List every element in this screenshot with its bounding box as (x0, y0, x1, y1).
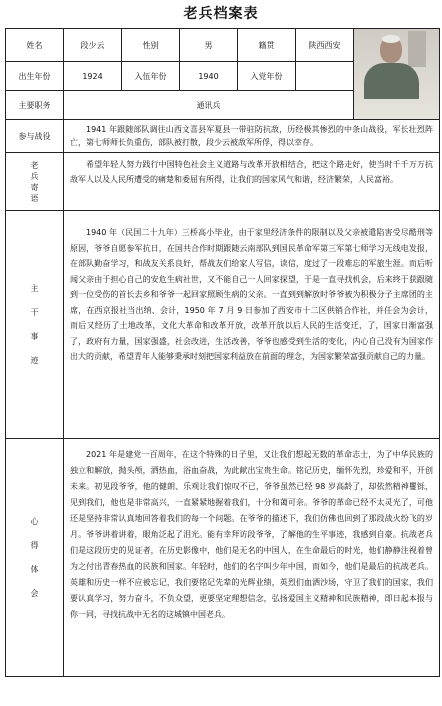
gender-value: 男 (180, 29, 238, 62)
reflection-label-char-2: 得 (30, 540, 39, 550)
battles-text: 1941 年跟随部队调往山西文喜县军夏县一带驻防抗敌，历经极其惨烈的中条山战役，军长壮烈阵亡，第七师师长负重伤，部队被打散，段少云被敌军所俘，得以幸存。 (64, 120, 440, 153)
archive-table (5, 28, 440, 677)
reflection-text: 2021 年是建党一百周年，在这个特殊的日子里，又让我们想起无数的革命志士，为了中华民族的独立和解放，抛头颅，洒热血，浴血奋战，为此献出宝贵生命。铭记历史，缅怀先烈，珍爱和平，开创未来。初见段爷爷，他的健朗、乐观让我们惊叹不已，爷爷虽然已经 98 岁高龄了，却依然精神矍铄，见到我们，他也是非常高兴，一直紧紧地握着我们，十分和蔼可亲。爷爷的革命已经不太灵光了，可他还是坚持非常认真地回答着我们的每一个问题。在爷爷的描述下，我们仿佛也回到了那段战火纷飞的岁月。爷爷讲着讲着，眼角泛起了泪光。能有幸拜访段爷爷，了解他的生平事迹，我感到自豪。抗战老兵们是这段历史的见证者，在历史影像中，他们是无名的中国人，在生命最后的时光，他们静静注视着曾为之付出青春热血的民族和国家。年轻时，他们的名字叫少年中国，而如今，他们是最后的抗战老兵。英雄和历史一样不应被忘记，我们要铭记先辈的光辉业绩，英烈们血洒沙场，守卫了我们的国家，我们要认真学习，努力奋斗，不负众望，更要坚定理想信念，弘扬爱国主义精神和民族精神，即日起本报与你一同，寻找抗战中无名的这城镇中国老兵。 (64, 439, 440, 677)
reflection-label-char-1: 心 (30, 516, 39, 526)
enlist-year-label: 入伍年份 (122, 62, 180, 91)
name-value: 段少云 (64, 29, 122, 62)
battles-label: 参与战役 (6, 120, 64, 153)
reflection-label-char-3: 体 (30, 564, 39, 574)
veteran-photo (354, 29, 440, 120)
gender-label: 性别 (122, 29, 180, 62)
row-deeds (6, 211, 440, 439)
deeds-label-char-3: 事 (30, 331, 39, 341)
deeds-label-char-4: 迹 (30, 355, 39, 365)
enlist-year-value: 1940 (180, 62, 238, 91)
reflection-label (6, 439, 64, 677)
main-position-value: 通讯兵 (64, 91, 354, 120)
page-title: 老兵档案表 (183, 6, 259, 22)
main-position-label: 主要职务 (6, 91, 64, 120)
party-year-label: 入党年份 (238, 62, 296, 91)
birth-year-label: 出生年份 (6, 62, 64, 91)
deeds-label-char-2: 干 (30, 307, 39, 317)
row-message (6, 153, 440, 211)
row-basic-1 (6, 29, 440, 62)
native-place-value: 陕西西安 (296, 29, 354, 62)
deeds-label (6, 211, 64, 439)
row-reflection (6, 439, 440, 677)
deeds-label-char-1: 主 (30, 283, 39, 293)
native-place-label: 籍贯 (238, 29, 296, 62)
message-label-char-3: 寄 (30, 182, 39, 192)
row-battles (6, 120, 440, 153)
message-label-char-2: 兵 (30, 171, 39, 181)
party-year-value (296, 62, 354, 91)
message-label-char-1: 老 (30, 160, 39, 170)
deeds-text: 1940 年（民国二十九年）三桥高小毕业，由于家里经济条件的限制以及父亲被遣陷害受尽酷刑等原因，爷爷自愿参军抗日，在国共合作时期跟随云南部队到国民革命军第三军第七师学习无线电发报，在部队勤奋学习，和战友关系良好，帮战友们给家人写信，读信，度过了一段难忘的军旅生涯。而后听闻父亲由于担心自己的安危生病社世，又不能自己一人回家探望，于是一直寻找机会，后来终于获跟随到一位受伤的首长去乡和爷爷一起回家照顾生病的父亲。一直到到解放时爷爷被为积极分子主席团的主席，在西京报社当出纳、会计，1950 年 7 月 9 日参加了西安市十二区供销合作社，并任会为会计，而后又经历了土地改革，文化大革命和改革开放，改革开放以后人民的生活变迁，了，国家日渐富强了，政府有力量，国家强盛，社会改进，生活改善，爷爷也感受到生活的变化，内心自己没有为国家作出大的贡献，希望青年人能够秉承时刻把国家利益放在前面的理念，为国家繁荣富强贡献自己的力量。 (64, 211, 440, 439)
message-label-char-4: 语 (30, 193, 39, 203)
reflection-label-char-4: 会 (30, 588, 39, 598)
name-label: 姓名 (6, 29, 64, 62)
message-text: 希望年轻人努力践行中国特色社会主义道路与改革开放相结合，把这个路走好，使当时千千万万抗敌军人以及人民所遭受的痛楚和委屈有所得，让我们的国家风气和谐，经济繁荣，人民富裕。 (64, 153, 440, 211)
message-label (6, 153, 64, 211)
birth-year-value: 1924 (64, 62, 122, 91)
